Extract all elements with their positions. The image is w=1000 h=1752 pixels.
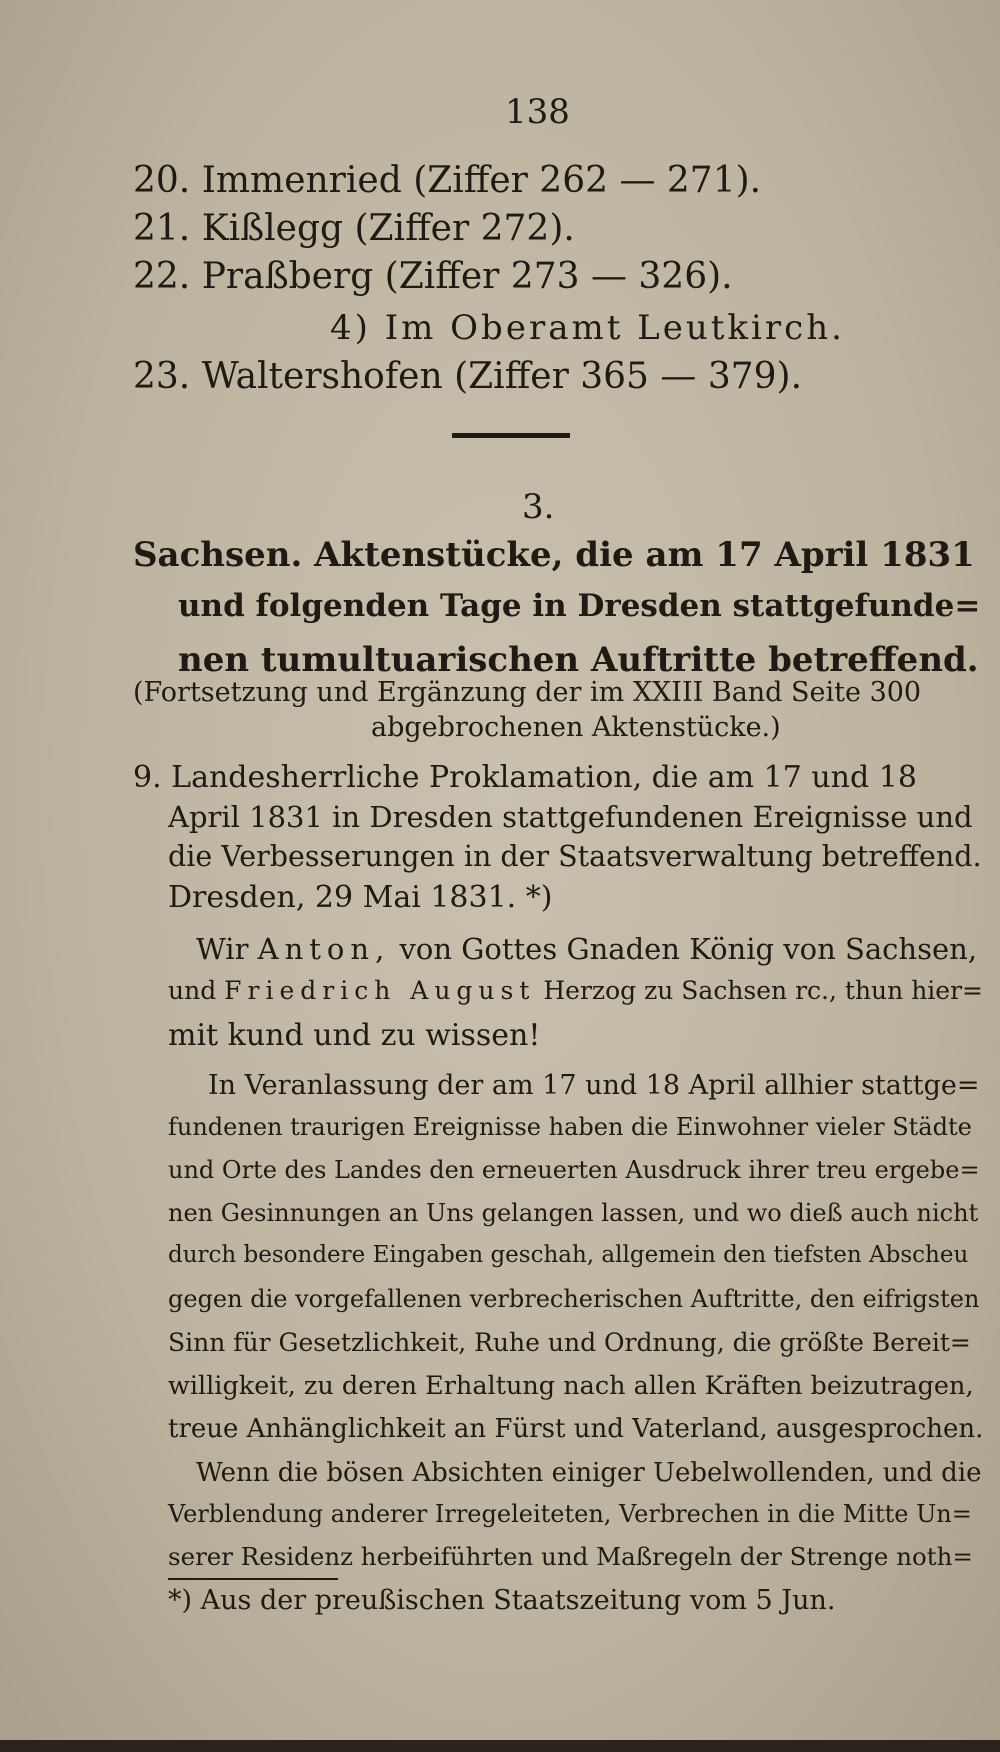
- paragraph-line: mit kund und zu wissen!: [168, 1018, 541, 1053]
- list-item: 23. Waltershofen (Ziffer 365 — 379).: [133, 356, 803, 397]
- section-number: 3.: [522, 487, 555, 527]
- section-subtitle-line: (Fortsetzung und Ergänzung der im XXIII Band Seite 300: [133, 677, 922, 708]
- section-title-line: Sachsen. Aktenstücke, die am 17 April 1831: [133, 535, 975, 575]
- paragraph-line: In Veranlassung der am 17 und 18 April allhier stattge=: [208, 1070, 980, 1101]
- paragraph-line: willigkeit, zu deren Erhaltung nach allen Kräften beizutragen,: [168, 1371, 974, 1401]
- paragraph-line: treue Anhänglichkeit an Fürst und Vaterland, ausgesprochen.: [168, 1414, 984, 1444]
- item-heading-line: Dresden, 29 Mai 1831. *): [168, 880, 553, 915]
- paragraph-line: [168, 976, 983, 1005]
- paragraph-line: serer Residenz herbeiführten und Maßregeln der Strenge noth=: [168, 1542, 973, 1571]
- item-heading-line: 9. Landesherrliche Proklamation, die am 17 und 18: [133, 760, 917, 795]
- section-subtitle-line: abgebrochenen Aktenstücke.): [371, 712, 781, 743]
- section-subheading: 4) Im Oberamt Leutkirch.: [330, 308, 845, 348]
- section-title-line: nen tumultuarischen Auftritte betreffend.: [178, 640, 979, 680]
- text-fragment: und: [168, 976, 217, 1005]
- king-title: von Gottes Gnaden König von Sachsen,: [399, 932, 978, 966]
- list-item: 22. Praßberg (Ziffer 273 — 326).: [133, 256, 733, 297]
- salutation-word: Wir: [196, 932, 249, 966]
- footnote-rule: [168, 1578, 338, 1580]
- paragraph-line: fundenen traurigen Ereignisse haben die Einwohner vieler Städte: [168, 1113, 972, 1141]
- paragraph-line: Sinn für Gesetzlichkeit, Ruhe und Ordnung, die größte Bereit=: [168, 1328, 971, 1357]
- page-number: 138: [505, 92, 570, 132]
- page-edge: [0, 1740, 1000, 1752]
- item-heading-line: die Verbesserungen in der Staatsverwaltung betreffend.: [168, 840, 982, 873]
- paragraph-line: Wenn die bösen Absichten einiger Uebelwollenden, und die: [196, 1458, 982, 1488]
- list-item: 21. Kißlegg (Ziffer 272).: [133, 208, 575, 249]
- item-heading-line: April 1831 in Dresden stattgefundenen Ereignisse und: [168, 800, 973, 834]
- paragraph-line: [196, 932, 977, 966]
- paragraph-line: durch besondere Eingaben geschah, allgemein den tiefsten Abscheu: [168, 1242, 969, 1268]
- paragraph-line: Verblendung anderer Irregeleiteten, Verbrechen in die Mitte Un=: [168, 1500, 972, 1528]
- section-title-line: und folgenden Tage in Dresden stattgefunde=: [178, 588, 981, 624]
- text-fragment: Herzog zu Sachsen rc., thun hier=: [543, 976, 983, 1005]
- section-divider: [452, 433, 570, 438]
- list-item: 20. Immenried (Ziffer 262 — 271).: [133, 160, 762, 201]
- paragraph-line: gegen die vorgefallenen verbrecherischen Auftritte, den eifrigsten: [168, 1285, 980, 1313]
- paragraph-line: nen Gesinnungen an Uns gelangen lassen, und wo dieß auch nicht: [168, 1199, 979, 1227]
- king-name: Anton,: [257, 932, 391, 966]
- duke-name: Friedrich August: [224, 976, 536, 1005]
- footnote: *) Aus der preußischen Staatszeitung vom 5 Jun.: [168, 1585, 836, 1616]
- paragraph-line: und Orte des Landes den erneuerten Ausdruck ihrer treu ergebe=: [168, 1156, 980, 1184]
